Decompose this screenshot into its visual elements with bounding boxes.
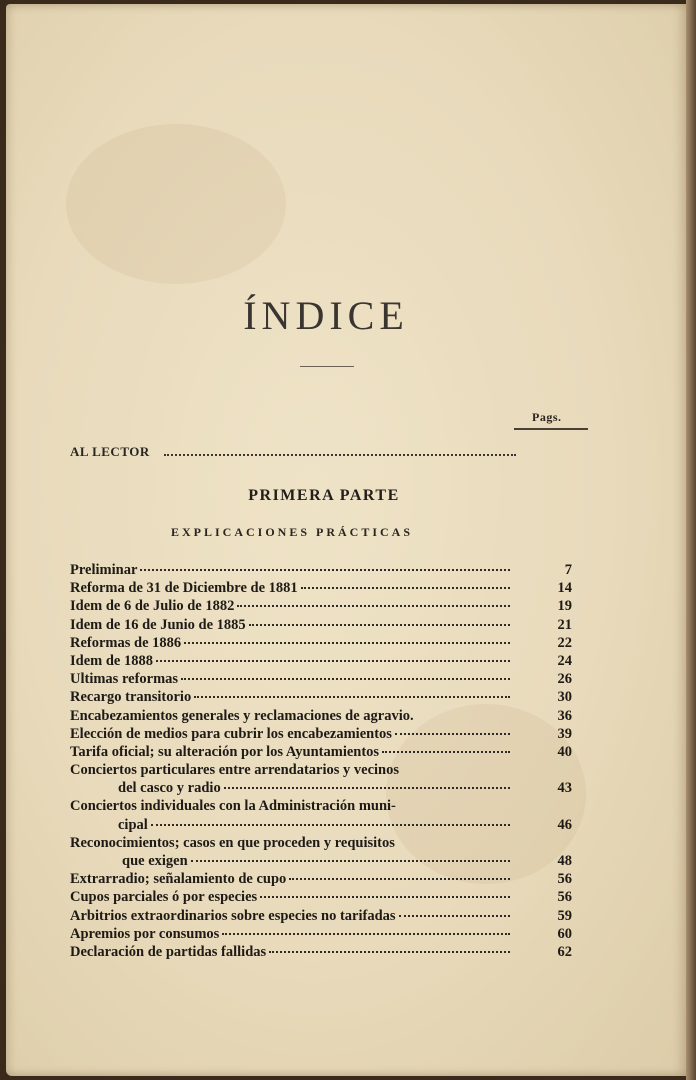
leader-dots	[260, 896, 510, 898]
table-of-contents	[70, 561, 576, 961]
toc-entry-page: 43	[557, 780, 572, 797]
toc-entry	[70, 634, 576, 652]
toc-entry-page: 24	[557, 652, 572, 669]
toc-entry-first-line	[70, 761, 576, 779]
toc-entry-label-line1: Conciertos particulares entre arrendatarios y vecinos	[70, 762, 400, 779]
toc-entry-page: 26	[557, 671, 572, 688]
toc-entry-label: Idem de 1888	[70, 652, 153, 669]
toc-entry-label: Reforma de 31 de Diciembre de 1881	[70, 580, 298, 597]
toc-entry	[70, 579, 576, 597]
leader-dots	[140, 569, 510, 571]
pages-column-label: Pags.	[532, 410, 562, 424]
toc-entry	[70, 907, 576, 925]
toc-entry-label-line1: Conciertos individuales con la Administración muni-	[70, 798, 396, 815]
toc-entry-page: 62	[557, 943, 572, 960]
toc-entry	[70, 852, 576, 870]
toc-entry-page: 21	[557, 616, 572, 633]
toc-entry	[70, 688, 576, 706]
toc-entry-label: cipal	[118, 816, 148, 833]
part-subtitle: EXPLICACIONES PRÁCTICAS	[170, 525, 414, 539]
toc-entry-label: Declaración de partidas fallidas	[70, 943, 267, 960]
toc-entry-label: Idem de 16 de Junio de 1885	[70, 616, 246, 633]
toc-entry-page: 60	[557, 925, 572, 942]
leader-dots	[164, 446, 516, 456]
toc-entry-page: 56	[557, 889, 572, 906]
toc-entry-label: del casco y radio	[118, 780, 221, 797]
toc-entry	[70, 943, 576, 961]
toc-entry	[70, 597, 576, 615]
toc-entry-page: 48	[557, 853, 572, 869]
toc-entry-label: Reformas de 1886	[70, 634, 182, 651]
pages-column-rule	[514, 428, 588, 430]
toc-entry-page: 59	[557, 907, 572, 924]
toc-entry-label: que exigen	[122, 853, 188, 869]
toc-entry-label: Extrarradio; señalamiento de cupo	[70, 871, 287, 888]
leader-dots	[395, 733, 510, 735]
toc-entry	[70, 870, 576, 888]
part-title: PRIMERA PARTE	[248, 487, 400, 504]
toc-entry-label: Encabezamientos generales y reclamaciones de agravio.	[70, 707, 414, 724]
toc-entry-page: 36	[557, 707, 572, 724]
toc-entry-page: 56	[557, 871, 572, 888]
toc-entry-page: 22	[557, 634, 572, 651]
leader-dots	[249, 624, 510, 626]
leader-dots	[181, 678, 510, 680]
leader-dots	[399, 915, 510, 917]
leader-dots	[184, 642, 510, 644]
paper-stain	[66, 124, 286, 284]
toc-entry-page: 7	[564, 562, 572, 578]
leader-dots	[222, 933, 510, 935]
toc-entry-label: Ultimas reformas	[70, 671, 179, 688]
leader-dots	[224, 787, 510, 789]
toc-entry-first-line	[70, 797, 576, 815]
title-rule	[300, 366, 354, 367]
toc-entry-label: Recargo transitorio	[70, 689, 192, 706]
toc-entry-page: 30	[557, 689, 572, 706]
toc-entry	[70, 888, 576, 906]
toc-entry-page: 14	[557, 580, 572, 597]
toc-entry-label-line1: Reconocimientos; casos en que proceden y requisitos	[70, 834, 395, 851]
toc-entry	[70, 779, 576, 797]
toc-entry-page: 40	[557, 743, 572, 760]
leader-dots	[301, 587, 510, 589]
front-matter-label: AL LECTOR	[70, 444, 150, 459]
toc-entry-label: Cupos parciales ó por especies	[70, 889, 258, 906]
leader-dots	[156, 660, 510, 662]
toc-entry	[70, 670, 576, 688]
toc-entry-label: Tarifa oficial; su alteración por los Ayuntamientos	[70, 743, 380, 760]
leader-dots	[289, 878, 510, 880]
leader-dots	[237, 605, 510, 607]
toc-entry-label: Preliminar	[70, 562, 138, 578]
toc-entry-page: 46	[557, 816, 572, 833]
toc-entry	[70, 707, 576, 725]
leader-dots	[191, 860, 510, 862]
book-spine	[686, 0, 696, 1080]
leader-dots	[151, 824, 510, 826]
toc-entry	[70, 561, 576, 579]
front-matter-entry	[70, 444, 516, 460]
toc-entry-label: Apremios por consumos	[70, 925, 220, 942]
leader-dots	[269, 951, 510, 953]
toc-entry	[70, 725, 576, 743]
index-title: ÍNDICE	[243, 293, 409, 338]
toc-entry	[70, 925, 576, 943]
toc-entry-page: 39	[557, 725, 572, 742]
toc-entry-label: Idem de 6 de Julio de 1882	[70, 598, 235, 615]
leader-dots	[194, 696, 510, 698]
toc-entry-label: Arbitrios extraordinarios sobre especies no tarifadas	[70, 907, 396, 924]
toc-entry	[70, 816, 576, 834]
toc-entry	[70, 743, 576, 761]
toc-entry-page: 19	[557, 598, 572, 615]
toc-entry-first-line	[70, 834, 576, 852]
toc-entry-label: Elección de medios para cubrir los encabezamientos	[70, 725, 392, 742]
toc-entry	[70, 652, 576, 670]
toc-entry	[70, 616, 576, 634]
leader-dots	[382, 751, 510, 753]
